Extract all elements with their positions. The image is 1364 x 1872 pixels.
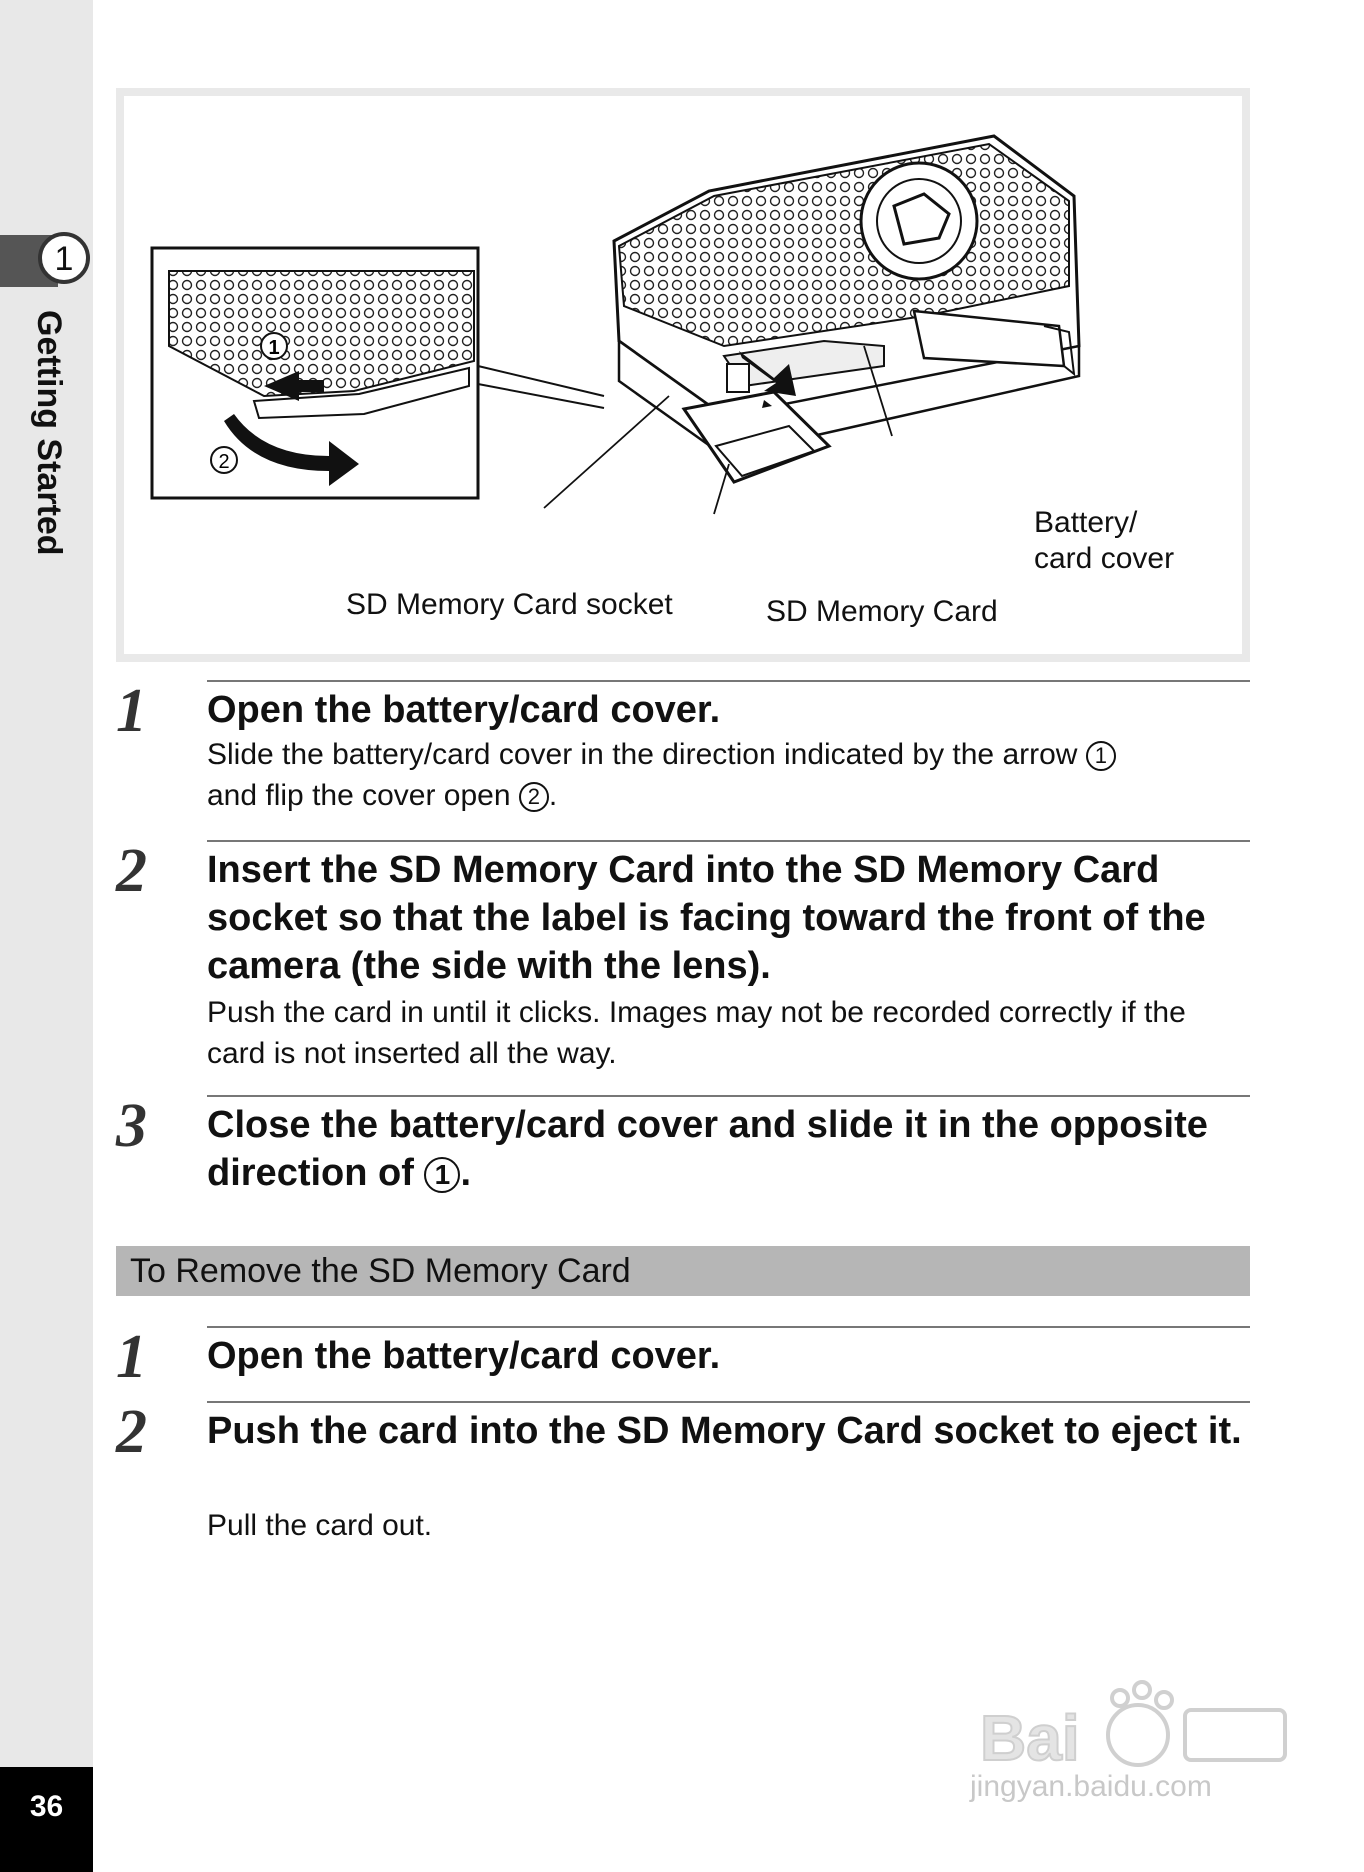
sd-socket-label: SD Memory Card socket: [346, 588, 673, 621]
callout-2-icon: [211, 447, 237, 473]
step-title: Open the battery/card cover.: [207, 1335, 721, 1377]
step-divider: [207, 680, 1250, 682]
watermark-url: jingyan.baidu.com: [970, 1770, 1212, 1803]
svg-text:Bai: Bai: [980, 1702, 1080, 1774]
step-body: Push the card in until it clicks. Images may not be recorded correctly if the card is not inserted all the way.: [207, 996, 1186, 1070]
step-divider: [207, 1326, 1250, 1328]
step-body-text: Slide the battery/card cover in the direction indicated by the arrow: [207, 738, 1086, 771]
step-divider: [207, 1401, 1250, 1403]
step-title-text: Close the battery/card cover and slide it in the opposite direction of: [207, 1104, 1208, 1194]
lens-icon: [861, 163, 977, 279]
remove-step-2: [116, 1398, 1250, 1551]
step-title: Push the card into the SD Memory Card socket to eject it.: [207, 1410, 1242, 1452]
step-divider: [207, 840, 1250, 842]
insert-step-3: [116, 1092, 1250, 1215]
step-title: Open the battery/card cover.: [207, 689, 721, 731]
step-number: 3: [116, 1092, 147, 1160]
step-body: [207, 734, 1250, 816]
circled-ref-2: 2: [519, 782, 549, 812]
sd-card-label: SD Memory Card: [766, 595, 998, 628]
camera-illustration: [116, 88, 1250, 662]
circled-ref-1: 1: [1086, 741, 1116, 771]
page-number: 36: [0, 1767, 93, 1872]
chapter-label: Getting Started: [30, 310, 68, 556]
chapter-number: 1: [38, 232, 90, 284]
step-divider: [207, 1095, 1250, 1097]
step-title: [207, 1101, 1250, 1197]
cover-label-line1: Battery/: [1034, 506, 1138, 539]
step-number: 2: [116, 1398, 147, 1466]
step-title-end: .: [460, 1152, 472, 1194]
remove-section-heading: To Remove the SD Memory Card: [116, 1246, 1250, 1296]
step-number: 2: [116, 837, 147, 905]
chapter-tab: [0, 232, 93, 290]
callout-2-text: 2: [218, 451, 230, 473]
step-body-text-2: and flip the cover open: [207, 779, 519, 812]
step-number: 1: [116, 677, 147, 745]
callout-1-icon: [261, 333, 287, 359]
cover-label-line2: card cover: [1034, 542, 1175, 575]
step-title: Insert the SD Memory Card into the SD Memory Card socket so that the label is facing toward the front of the camera (the side with the lens).: [207, 849, 1206, 987]
remove-step-1: [116, 1323, 1250, 1396]
insert-step-1: [116, 677, 1250, 820]
circled-ref-1: 1: [424, 1157, 460, 1193]
step-body: Pull the card out.: [207, 1509, 433, 1542]
callout-1-text: 1: [268, 337, 280, 359]
step-body-end: .: [548, 779, 558, 812]
step-number: 1: [116, 1323, 147, 1391]
insert-step-2: [116, 837, 1250, 1080]
